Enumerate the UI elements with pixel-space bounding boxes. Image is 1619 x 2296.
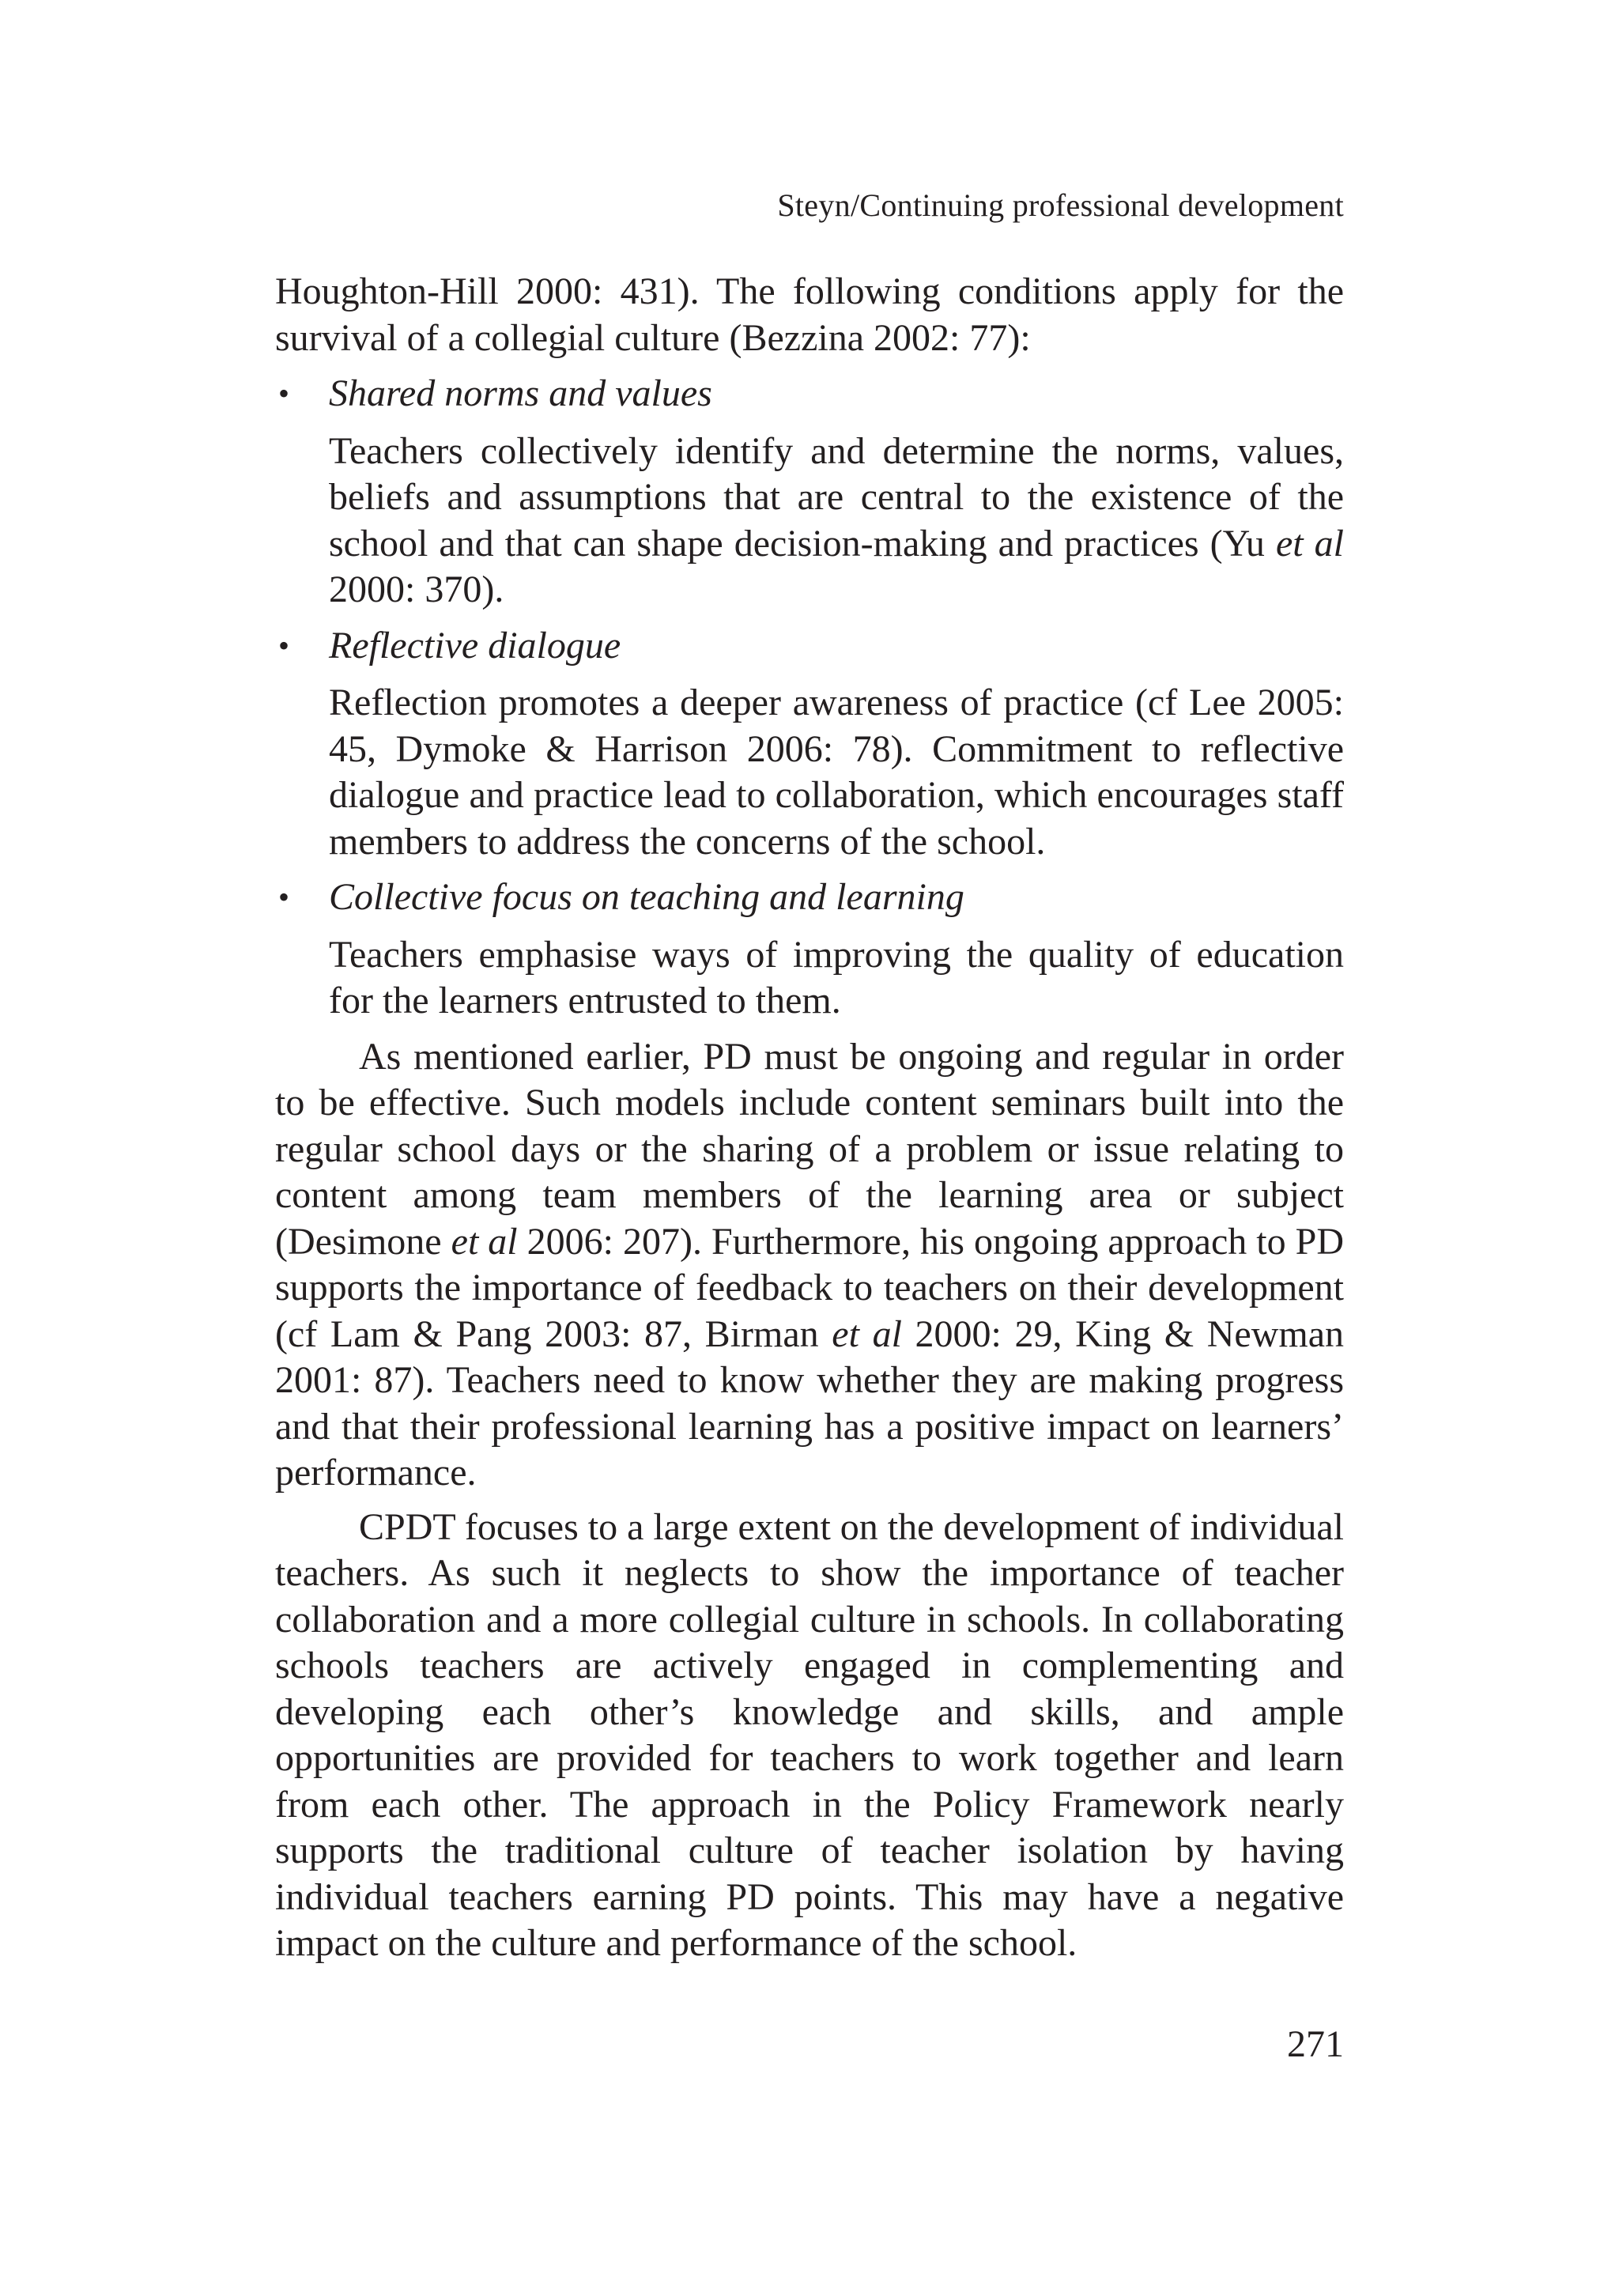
citation-italic: et al [832, 1312, 902, 1355]
citation-italic: et al [451, 1220, 518, 1263]
paragraph-cpdt: CPDT focuses to a large extent on the development of individual teachers. As such it neglects to show the importance of teacher collaboration and a more collegial culture in schools. In collaborating schools teachers are actively engaged in complementing and developing each other’s knowledge and skills, and ample opportunities are provided for teachers to work together and learn from each other. The approach in the Policy Framework nearly supports the traditional culture of teacher isolation by having individual teachers earning PD points. This may have a negative impact on the culture and performance of the school. [275, 1505, 1344, 1964]
paragraph-text: 2006: 207). Furthermore, his ongoing approach to PD supports the importance of feedback to teachers on their development (cf Lam & Pang 2003: 87, Birman [275, 1220, 1344, 1355]
condition-title: Shared norms and values [329, 372, 712, 414]
condition-item [275, 874, 1344, 1025]
bullet-icon: • [278, 376, 290, 411]
conditions-list [275, 371, 1344, 1025]
bullet-icon: • [278, 627, 290, 663]
condition-body-text: Teachers emphasise ways of improving the quality of education for the learners entrusted to them. [329, 933, 1344, 1021]
citation-italic: et al [1275, 522, 1345, 565]
bullet-icon: • [278, 879, 290, 915]
body-text [275, 269, 1344, 1967]
condition-body [329, 429, 1344, 614]
condition-item [275, 623, 1344, 866]
condition-body-text-end: 2000: 370). [329, 568, 504, 610]
condition-item [275, 371, 1344, 614]
page-number: 271 [1287, 2023, 1344, 2065]
running-head: Steyn/Continuing professional development [777, 187, 1344, 223]
condition-body [329, 680, 1344, 865]
condition-body-text: Teachers collectively identify and determine the norms, values, beliefs and assumptions that are central to the existence of the school and that can shape decision-making and practices (Yu [329, 429, 1344, 565]
paragraph-text: As mentioned earlier, PD must be ongoing and regular in order to be effective. Such models include content seminars built into the regular school days or the sharing of a problem or issue relating to content among team members of the learning area or subject (Desimone [275, 1035, 1344, 1263]
condition-title: Collective focus on teaching and learning [329, 876, 964, 918]
condition-body-text: Reflection promotes a deeper awareness of practice (cf Lee 2005: 45, Dymoke & Harrison 2006: 78). Commitment to reflective dialogue and practice lead to collaboration, which encourages staff members to address the concerns of the school. [329, 682, 1344, 863]
intro-paragraph: Houghton-Hill 2000: 431). The following conditions apply for the survival of a collegial culture (Bezzina 2002: 77): [275, 270, 1344, 359]
condition-title: Reflective dialogue [329, 624, 621, 667]
condition-body [329, 932, 1344, 1025]
paragraph-text: 2000: 29, King & Newman 2001: 87). Teachers need to know whether they are making progress and that their professional learning has a positive impact on learners’ performance. [275, 1312, 1344, 1494]
paragraph-feedback [275, 1034, 1344, 1497]
